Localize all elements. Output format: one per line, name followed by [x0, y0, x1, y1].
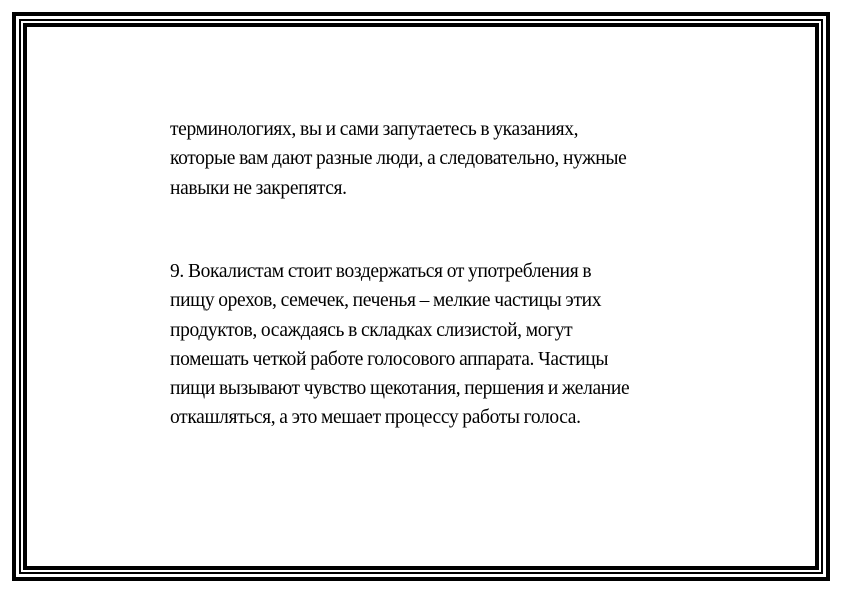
text-line: 9. Вокалистам стоит воздержаться от употребления в — [170, 261, 592, 282]
text-line: пищу орехов, семечек, печенья – мелкие частицы этих — [170, 290, 602, 312]
text-line: пищи вызывают чувство щекотания, першения и желание — [170, 378, 630, 400]
paragraph-item-9 — [170, 257, 629, 433]
text-line: навыки не закрепятся. — [170, 177, 347, 199]
text-line: помешать четкой работе голосового аппарата. Частицы — [170, 348, 609, 370]
text-line: продуктов, осаждаясь в складках слизистой, могут — [170, 319, 573, 341]
paragraph-terminology — [170, 115, 626, 203]
text-line: которые вам дают разные люди, а следовательно, нужные — [170, 148, 627, 170]
text-line: откашляться, а это мешает процессу работы голоса. — [170, 407, 581, 429]
text-line: терминологиях, вы и сами запутаетесь в указаниях, — [170, 119, 579, 140]
